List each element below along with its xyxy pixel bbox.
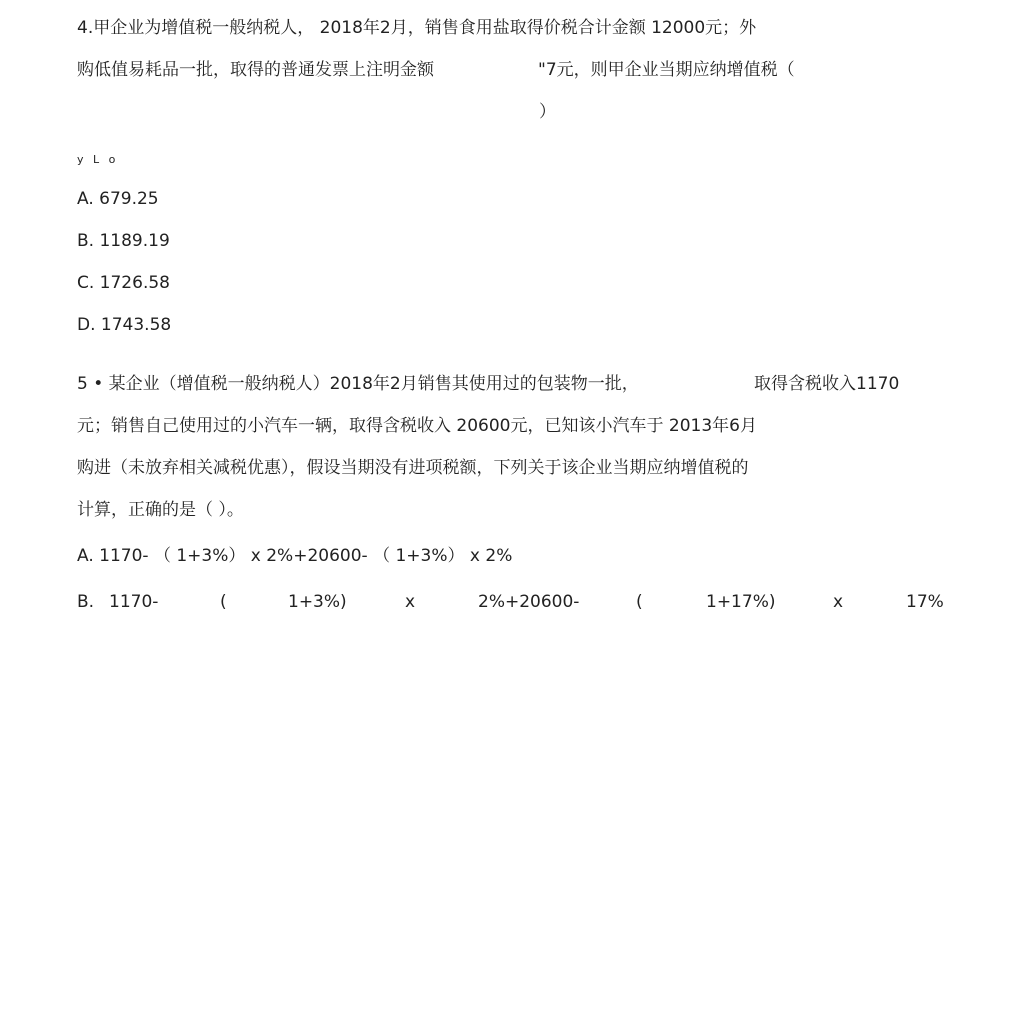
q5-stem-line-3: 购进（未放弃相关减税优惠），假设当期没有进项税额，下列关于该企业当期应纳增值税的 — [77, 458, 749, 478]
q5-option-b-segment: 2%+20600- — [478, 592, 580, 612]
q5-option-b-segment: ( — [636, 592, 643, 612]
q4-stem-line-2-part-2: "7元，则甲企业当期应纳增值税（ — [538, 60, 795, 80]
q5-option-b-segment: 17% — [906, 592, 944, 612]
q5-stem-line-1-part-2: 取得含税收入1170 — [754, 374, 900, 394]
q4-stem-line-2-part-1: 购低值易耗品一批，取得的普通发票上注明金额 — [77, 60, 434, 80]
q5-option-b-segment: 1170- — [109, 592, 159, 612]
q5-option-b-label: B. — [77, 592, 95, 612]
q4-stem-line-1: 4.甲企业为增值税一般纳税人， 2018年2月，销售食用盐取得价税合计金额 12000元；外 — [77, 18, 757, 38]
q4-text-fragment: y L o — [77, 153, 119, 166]
q5-option-b-segment: 1+3%) — [288, 592, 347, 612]
q5-stem-line-4: 计算，正确的是（ ）。 — [77, 500, 244, 520]
q5-option-b-segment: ( — [220, 592, 227, 612]
q4-option-d: D. 1743.58 — [77, 315, 172, 335]
q5-option-b-segment: 1+17%) — [706, 592, 776, 612]
q5-stem-line-2: 元；销售自己使用过的小汽车一辆，取得含税收入 20600元，已知该小汽车于 2013年6月 — [77, 416, 757, 436]
q5-stem-line-1-part-1: 5 • 某企业（增值税一般纳税人）2018年2月销售其使用过的包装物一批， — [77, 374, 639, 394]
q4-stem-line-3: ） — [539, 102, 556, 122]
q4-option-b: B. 1189.19 — [77, 231, 170, 251]
q5-option-b-segment: x — [405, 592, 416, 612]
q5-option-a: A. 1170- （ 1+3%） x 2%+20600- （ 1+3%） x 2% — [77, 546, 513, 566]
q5-option-b-segment: x — [833, 592, 844, 612]
q4-option-c: C. 1726.58 — [77, 273, 170, 293]
q4-option-a: A. 679.25 — [77, 189, 159, 209]
